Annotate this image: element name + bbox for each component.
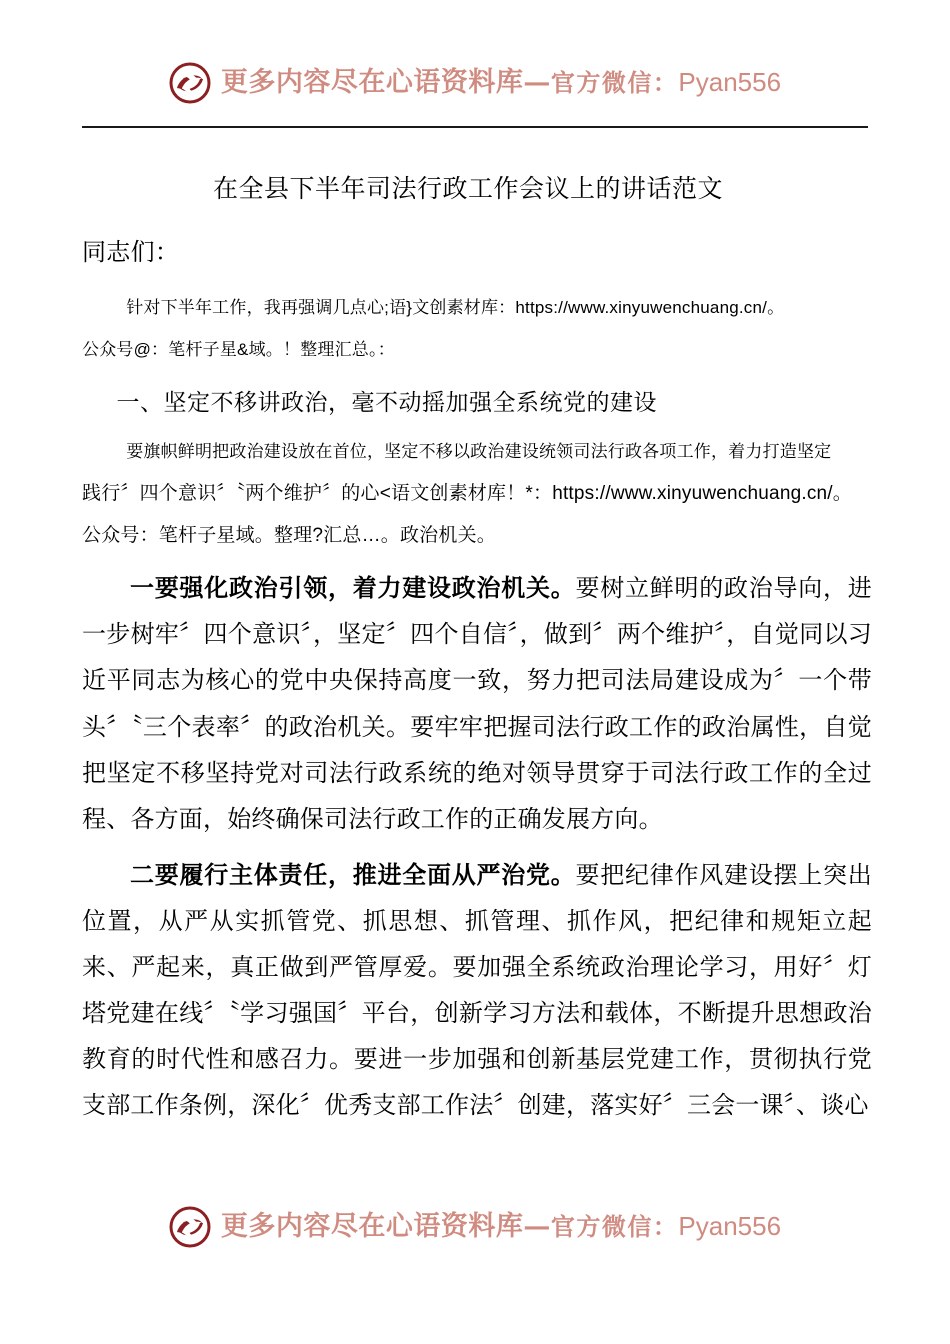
salutation: 同志们： (82, 239, 180, 266)
paragraph-2-lead: 二要履行主体责任，推进全面从严治党。 (130, 861, 576, 889)
watermark-main-text: 更多内容尽在心语资料库 (220, 1211, 524, 1243)
section-small-note-2: 践行〞四个意识〞〝两个维护〞的心<语文创素材库！*：https://www.xinyuwenchuang.cn/。 (82, 482, 852, 504)
swirl-emblem-logo-icon (169, 1206, 211, 1248)
watermark-sub-text: 官方微信： (550, 1212, 679, 1242)
intro-account-note: 公众号@：笔杆子星&域。！整理汇总。： (82, 339, 395, 359)
watermark-main-text: 更多内容尽在心语资料库 (220, 67, 524, 99)
section-small-note-3: 公众号：笔杆子星域。整理?汇总…。政治机关。 (82, 524, 496, 546)
watermark-dash: — (523, 1211, 551, 1243)
swirl-emblem-logo-icon (169, 62, 211, 104)
watermark-dash: — (523, 67, 551, 99)
paragraph-1-text: 要树立鲜明的政治导向，进一步树牢〞四个意识〞，坚定〞四个自信〞，做到〞两个维护〞，自觉同以习近平同志为核心的党中央保持高度一致，努力把司法局建设成为〞一个带头〞〝三个表率〞的政治机关。要牢牢把握司法行政工作的政治属性，自觉把坚定不移坚持党对司法行政系统的绝对领导贯穿于司法行政工作的全过程、各方面，始终确保司法行政工作的正确发展方向。 (82, 575, 872, 833)
section-small-note-1: 要旗帜鲜明把政治建设放在首位，坚定不移以政治建设统领司法行政各项工作，着力打造坚定 (126, 442, 832, 462)
watermark-text (221, 68, 781, 98)
paragraph-2-text: 要把纪律作风建设摆上突出位置，从严从实抓管党、抓思想、抓管理、抓作风，把纪律和规矩立起来、严起来，真正做到严管厚爱。要加强全系统政治理论学习，用好〞灯塔党建在线〞〝学习强国〞平台，创新学习方法和载体，不断提升思想政治教育的时代性和感召力。要进一步加强和创新基层党建工作，贯彻执行党支部工作条例，深化〞优秀支部工作法〞创建，落实好〞三会一课〞、谈心 (82, 861, 872, 1120)
intro-small-note: 针对下半年工作，我再强调几点心;语}文创素材库：https://www.xinyuwenchuang.cn/。 (126, 298, 785, 317)
paragraph-2 (82, 853, 872, 1129)
paragraph-1 (82, 566, 872, 842)
watermark-wechat-id: Pyan556 (678, 67, 782, 98)
section-heading-1: 一、坚定不移讲政治，毫不动摇加强全系统党的建设 (116, 389, 657, 416)
watermark-text (221, 1212, 781, 1242)
watermark-sub-text: 官方微信： (550, 68, 679, 98)
watermark-wechat-id: Pyan556 (678, 1211, 782, 1242)
header-watermark (0, 62, 950, 104)
document-body (82, 172, 872, 1129)
paragraph-1-lead: 一要强化政治引领，着力建设政治机关。 (130, 575, 576, 603)
document-title: 在全县下半年司法行政工作会议上的讲话范文 (212, 175, 723, 203)
footer-watermark (0, 1206, 950, 1248)
header-divider (82, 126, 868, 128)
